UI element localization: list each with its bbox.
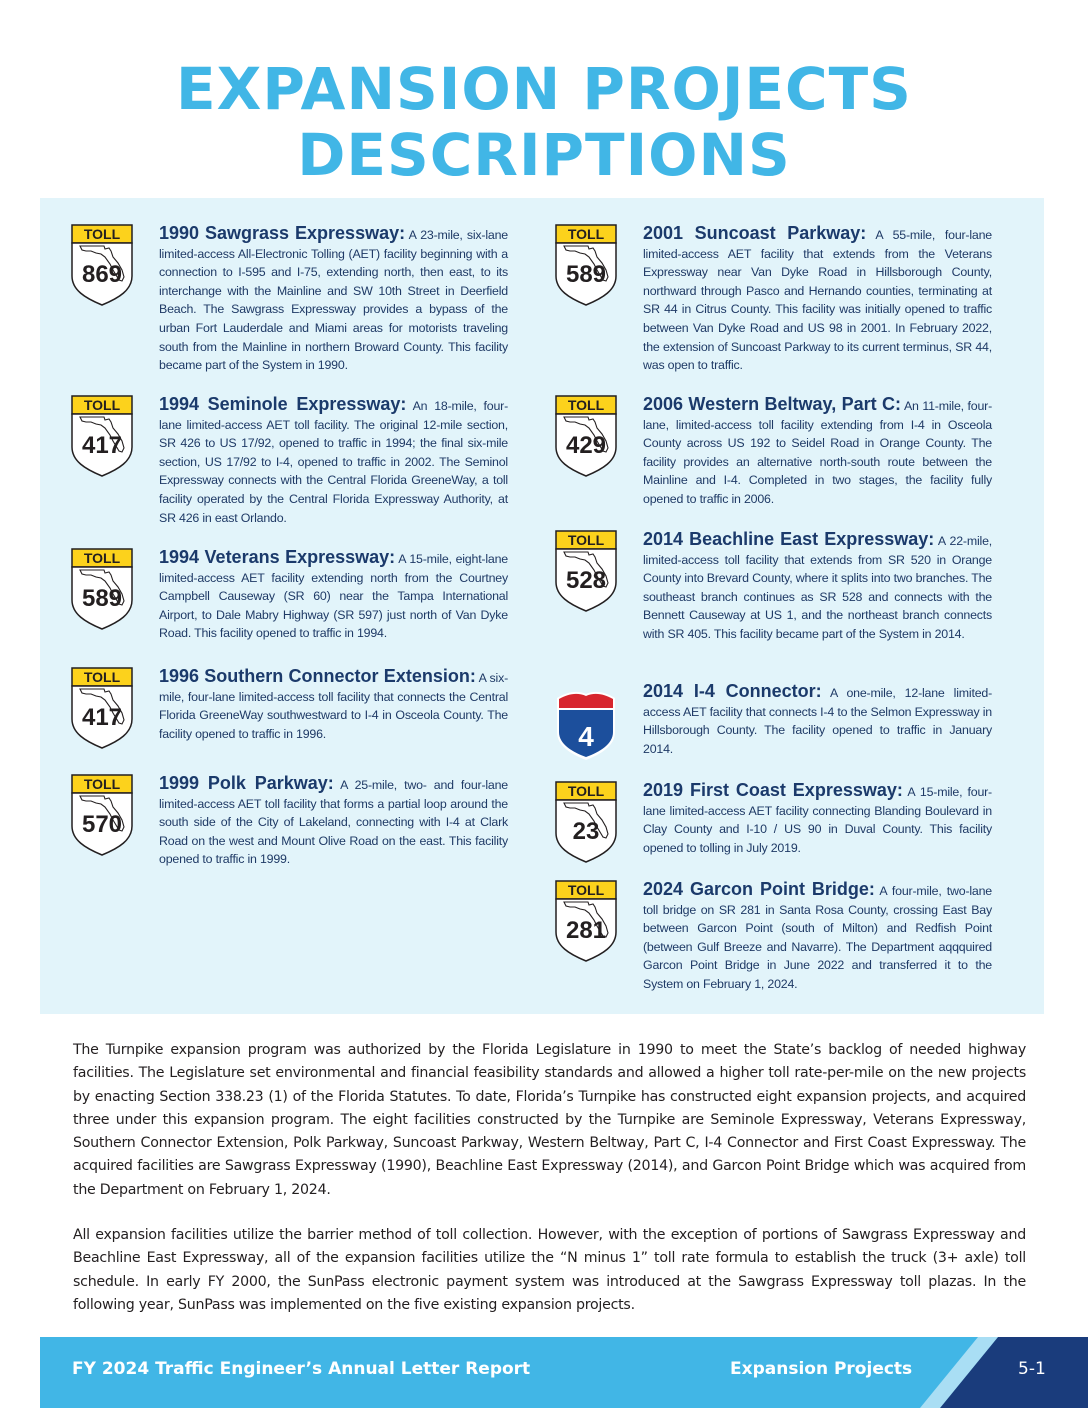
- project-description: [159, 548, 508, 643]
- toll-label: TOLL: [567, 783, 605, 799]
- project-text: A 15-mile, four-lane limited-access AET facility connecting Blanding Boulevard in Clay County and I-10 / US 90 in Duval County. This facility opened to tolling in July 2019.: [643, 785, 992, 855]
- project-text: An 11-mile, four-lane, limited-access toll facility extending from I-4 in Osceola County across US 192 to Seidel Road in Orange County. The facility provides an alternative north-south route between the Mainline and I-4. Completed in two stages, the facility fully opened to traffic in 2006.: [643, 399, 992, 506]
- shield-route-number: 528: [565, 567, 607, 594]
- interstate-shield-icon: [555, 682, 617, 764]
- project-text: A four-mile, two-lane toll bridge on SR 281 in Santa Rosa County, crossing East Bay between Garcon Point (south of Milton) and Redfish Point (between Gulf Breeze and Navarre). The Department aqqquired Garcon Point Bridge in June 2022 and transferred it to the System on February 1, 2024.: [643, 884, 992, 991]
- toll-shield-icon: [71, 774, 133, 856]
- toll-shield-icon: [71, 548, 133, 630]
- toll-road-shield: [71, 774, 133, 856]
- toll-shield-icon: [555, 224, 617, 306]
- project-text: A 55-mile, four-lane limited-access AET facility that extends from the Veterans Expressway near Van Dyke Road in Hillsborough County, northward through Pasco and Hernando counties, terminating at SR 44 in Citrus County. This facility was initially opened to traffic between Van Dyke Road and US 98 in 2001. In February 2022, the extension of Suncoast Parkway to its current terminus, SR 44, was open to traffic.: [643, 228, 992, 373]
- project-heading: 1994 Veterans Expressway:: [159, 547, 396, 567]
- project-heading: 2019 First Coast Expressway:: [643, 780, 903, 800]
- shield-route-number: 281: [565, 917, 607, 944]
- project-text: A 15-mile, eight-lane limited-access AET facility extending north from the Courtney Campbell Causeway (SR 60) near the Tampa International Airport, to Dale Mabry Highway (SR 597) just north of Van Dyke Road. This facility opened to traffic in 1994.: [159, 552, 508, 641]
- shield-route-number: 417: [81, 704, 123, 731]
- page-title-line2: DESCRIPTIONS: [297, 121, 791, 189]
- toll-shield-icon: [71, 224, 133, 306]
- paragraph-toll-collection: All expansion facilities utilize the barrier method of toll collection. However, with the exception of portions of Sawgrass Expressway and Beachline East Expressway, all of the expansion facilities utilize the “N minus 1” toll rate formula to establish the truck (3+ axle) toll schedule. In early FY 2000, the SunPass electronic payment system was introduced at the Sawgrass Expressway toll plazas. In the following year, SunPass was implemented on the five existing expansion projects.: [73, 1227, 1026, 1313]
- toll-label: TOLL: [83, 397, 121, 413]
- toll-label: TOLL: [567, 532, 605, 548]
- paragraph-program-overview: The Turnpike expansion program was authorized by the Florida Legislature in 1990 to meet the State’s backlog of needed highway facilities. The Legislature set environmental and financial feasibility standards and allowed a higher toll rate-per-mile on the new projects by enacting Section 338.23 (1) of the Florida Statutes. To date, Florida’s Turnpike has constructed eight expansion projects, and acquired three under this expansion program. The eight facilities constructed by the Turnpike are Seminole Expressway, Veterans Expressway, Southern Connector Extension, Polk Parkway, Suncoast Parkway, Western Beltway, Part C, I-4 Connector and First Coast Expressway. The acquired facilities are Sawgrass Expressway (1990), Beachline East Expressway (2014), and Garcon Point Bridge which was acquired from the Department on February 1, 2024.: [73, 1042, 1026, 1198]
- project-description: [643, 530, 992, 644]
- project-text: A 25-mile, two- and four-lane limited-access AET toll facility that forms a partial loop around the south side of the City of Lakeland, connecting with I-4 at Clark Road on the west and Mount Olive Road on the east. This facility opened to traffic in 1999.: [159, 778, 508, 867]
- project-description: [643, 224, 992, 375]
- project-description: [643, 880, 992, 994]
- toll-label: TOLL: [567, 882, 605, 898]
- project-description: [159, 224, 508, 375]
- project-description: [159, 774, 508, 869]
- project-text: A six-mile, four-lane limited-access toll facility that connects the Central Florida GreeneWay southwestward to I-4 in Osceola County. The facility opened to traffic in 1996.: [159, 671, 508, 741]
- toll-shield-icon: [71, 667, 133, 749]
- shield-route-number: 23: [572, 818, 600, 845]
- shield-route-number: 589: [81, 585, 123, 612]
- page-title-line1: EXPANSION PROJECTS: [176, 55, 912, 123]
- toll-shield-icon: [555, 395, 617, 477]
- project-text: An 18-mile, four-lane limited-access AET toll facility. The original 12-mile section, SR 426 to US 17/92, opened to traffic in 1994; the final six-mile section, US 17/92 to I-4, opened to traffic in 2002. The Seminol Expressway connects with the Central Florida GreeneWay, a toll facility operated by the Central Florida Expressway Authority, at SR 426 in east Orlando.: [159, 399, 509, 525]
- shield-route-number: 429: [565, 432, 607, 459]
- footer-report-title: FY 2024 Traffic Engineer’s Annual Letter Report: [72, 1359, 531, 1379]
- toll-label: TOLL: [83, 669, 121, 685]
- project-description: [159, 667, 508, 743]
- toll-road-shield: [555, 530, 617, 612]
- project-description: [643, 395, 992, 509]
- toll-label: TOLL: [567, 397, 605, 413]
- toll-shield-icon: [555, 781, 617, 863]
- project-text: A one-mile, 12-lane limited-access AET facility that connects I-4 to the Selmon Expressway in Hillsborough County. The facility opened to traffic in January 2014.: [643, 686, 993, 756]
- project-heading: 1999 Polk Parkway:: [159, 773, 334, 793]
- footer-section-name: Expansion Projects: [730, 1359, 913, 1379]
- toll-shield-icon: [71, 395, 133, 477]
- shield-route-number: 417: [81, 432, 123, 459]
- project-heading: 1996 Southern Connector Extension:: [159, 666, 476, 686]
- shield-route-number: 589: [565, 261, 607, 288]
- page-footer: [40, 1337, 1088, 1408]
- project-text: A 22-mile, limited-access toll facility that extends from SR 520 in Orange County into Brevard County, where it splits into two branches. The southeast branch continues as SR 528 and connects with the Bennett Causeway at US 1, and the northeast branch connects with SR 405. This facility became part of the System in 2014.: [643, 534, 993, 641]
- project-heading: 2024 Garcon Point Bridge:: [643, 879, 875, 899]
- toll-shield-icon: [555, 530, 617, 612]
- project-heading: 1994 Seminole Expressway:: [159, 394, 407, 414]
- toll-label: TOLL: [83, 776, 121, 792]
- shield-route-number: 4: [578, 721, 594, 752]
- project-heading: 1990 Sawgrass Expressway:: [159, 223, 406, 243]
- toll-road-shield: [71, 667, 133, 749]
- project-description: [643, 781, 992, 857]
- toll-road-shield: [71, 224, 133, 306]
- footer-page-number: 5-1: [1018, 1359, 1046, 1379]
- project-text: A 23-mile, six-lane limited-access All-Electronic Tolling (AET) facility beginning with a connection to I-595 and I-75, extending north, then east, to its interchange with the Mainline and SW 10th Street in Deerfield Beach. The Sawgrass Expressway provides a bypass of the urban Fort Lauderdale and Miami areas for motorists traveling south from the Mainline in northern Broward County. This facility became part of the System in 1990.: [159, 228, 508, 373]
- toll-label: TOLL: [83, 550, 121, 566]
- page-title: [0, 56, 1088, 188]
- toll-road-shield: [71, 548, 133, 630]
- toll-road-shield: [555, 224, 617, 306]
- shield-route-number: 570: [81, 811, 123, 838]
- shield-route-number: 869: [81, 261, 123, 288]
- toll-shield-icon: [555, 880, 617, 962]
- toll-label: TOLL: [567, 226, 605, 242]
- interstate-shield: [555, 682, 617, 764]
- project-description: [643, 682, 992, 758]
- toll-road-shield: [555, 395, 617, 477]
- toll-road-shield: [555, 880, 617, 962]
- project-heading: 2001 Suncoast Parkway:: [643, 223, 867, 243]
- toll-label: TOLL: [83, 226, 121, 242]
- toll-road-shield: [71, 395, 133, 477]
- toll-road-shield: [555, 781, 617, 863]
- project-heading: 2006 Western Beltway, Part C:: [643, 394, 901, 414]
- project-heading: 2014 Beachline East Expressway:: [643, 529, 935, 549]
- project-heading: 2014 I-4 Connector:: [643, 681, 822, 701]
- projects-panel: [40, 198, 1044, 1014]
- project-description: [159, 395, 508, 527]
